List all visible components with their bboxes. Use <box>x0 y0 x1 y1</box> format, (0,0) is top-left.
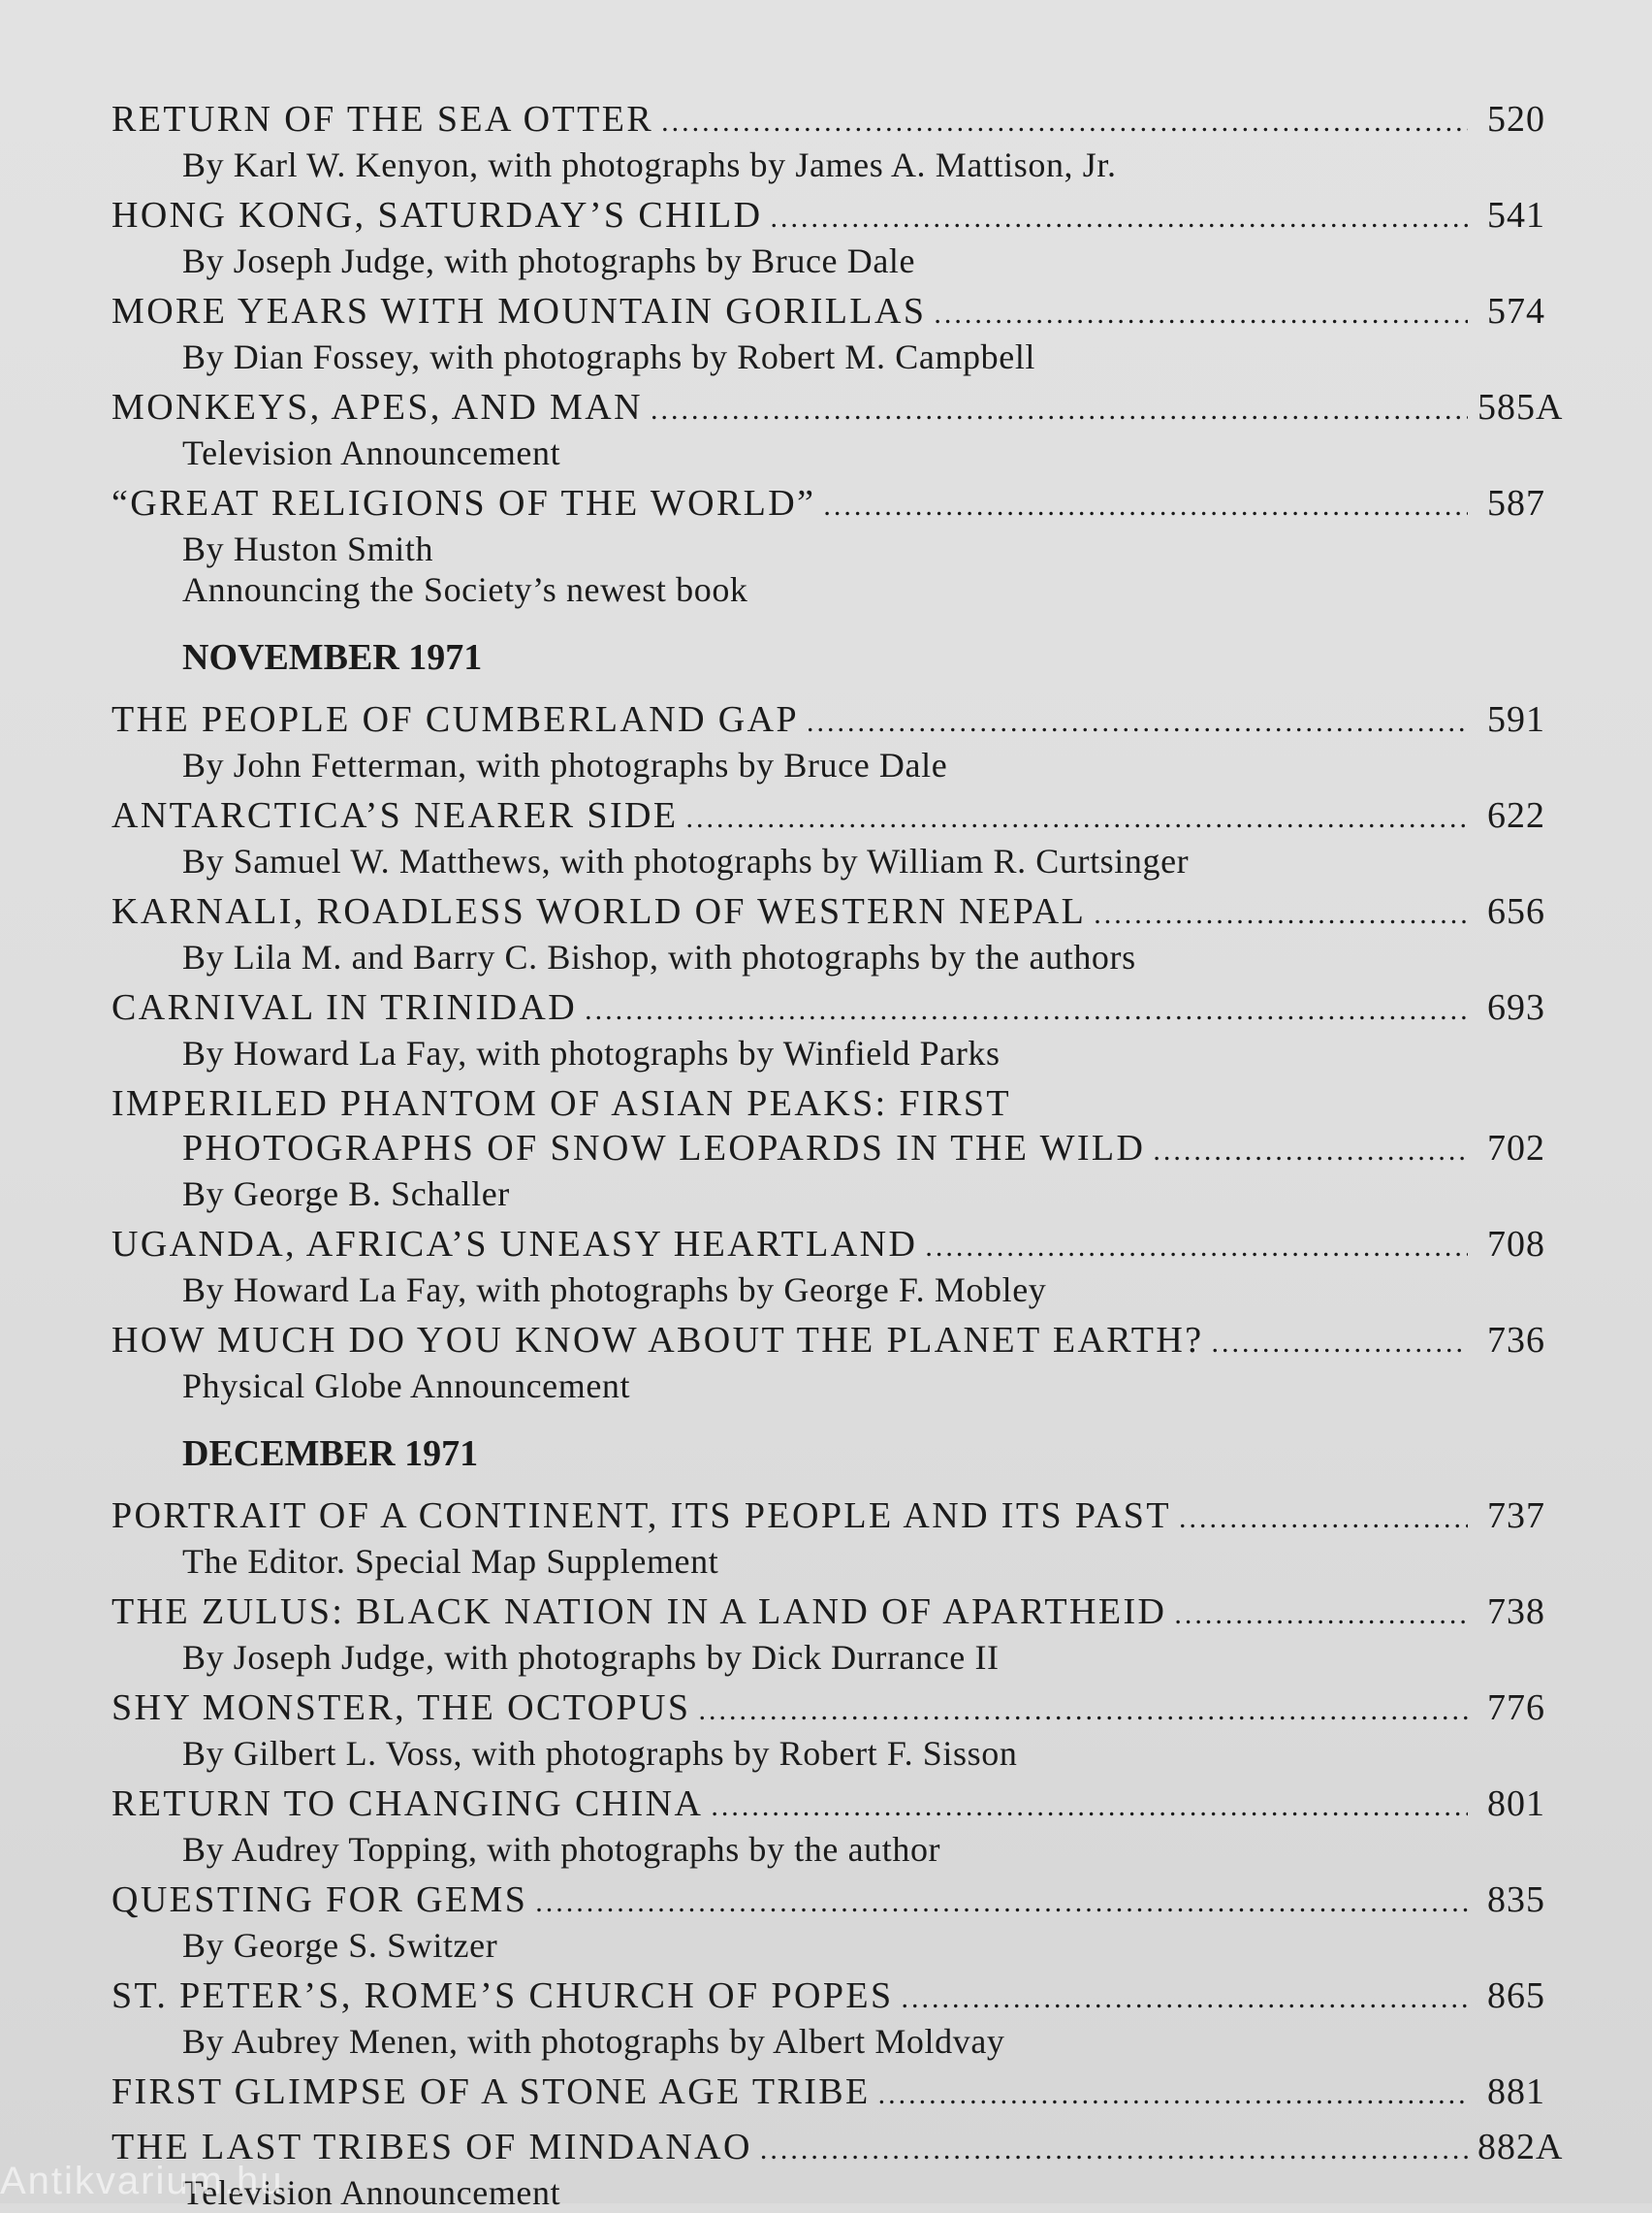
entry-byline: Television Announcement <box>182 2173 561 2212</box>
entry-title: UGANDA, AFRICA’S UNEASY HEARTLAND <box>111 1224 918 1265</box>
entry-title: FIRST GLIMPSE OF A STONE AGE TRIBE <box>111 2071 871 2112</box>
page-number: 737 <box>1487 1495 1545 1536</box>
dot-leader <box>807 700 1468 745</box>
dot-leader <box>925 1225 1468 1269</box>
page-number: 702 <box>1487 1128 1545 1169</box>
dot-leader <box>934 292 1468 337</box>
page-number: 656 <box>1487 891 1545 932</box>
page-number: 835 <box>1487 1879 1545 1920</box>
toc-section <box>111 635 1545 1406</box>
entry-byline: By Joseph Judge, with photographs by Dick Durrance II <box>182 1638 1000 1677</box>
entry-byline: Physical Globe Announcement <box>182 1366 631 1405</box>
entry-byline: By Huston Smith <box>182 529 434 568</box>
dot-leader <box>823 484 1468 529</box>
entry-title: THE ZULUS: BLACK NATION IN A LAND OF APARTHEID <box>111 1591 1167 1632</box>
dot-leader <box>535 1880 1468 1925</box>
entry-title-line <box>111 1973 1545 2021</box>
entry-title-line <box>111 1222 1545 1269</box>
entry-title: RETURN OF THE SEA OTTER <box>111 99 654 140</box>
page-number: 865 <box>1487 1975 1545 2016</box>
toc-entry <box>111 289 1545 377</box>
entry-byline: By George B. Schaller <box>182 1174 510 1213</box>
entry-title-line <box>111 1781 1545 1829</box>
entry-title: IMPERILED PHANTOM OF ASIAN PEAKS: FIRST <box>111 1083 1011 1124</box>
entry-title-line <box>111 793 1545 841</box>
dot-leader <box>770 196 1468 241</box>
page-number: 622 <box>1487 795 1545 836</box>
toc-entry <box>111 697 1545 786</box>
page-number: 574 <box>1487 291 1545 332</box>
entry-byline: Television Announcement <box>182 433 561 472</box>
entry-title-line <box>111 889 1545 937</box>
toc-entry <box>111 985 1545 1074</box>
entry-title-line <box>111 481 1545 529</box>
toc-entry <box>111 1318 1545 1406</box>
entry-byline: By Aubrey Menen, with photographs by Albert Moldvay <box>182 2022 1005 2061</box>
entry-title-line <box>111 193 1545 241</box>
page-number: 708 <box>1487 1224 1545 1265</box>
page-number: 738 <box>1487 1591 1545 1632</box>
dot-leader <box>1153 1129 1468 1173</box>
entry-title-line <box>111 289 1545 337</box>
dot-leader <box>878 2072 1468 2117</box>
toc-section <box>111 97 1564 610</box>
entry-title: ANTARCTICA’S NEARER SIDE <box>111 795 679 836</box>
section-heading: NOVEMBER 1971 <box>182 637 483 678</box>
toc-entry <box>111 889 1545 978</box>
page-number: 736 <box>1487 1320 1545 1361</box>
entry-title-line <box>111 1589 1545 1637</box>
entry-title: KARNALI, ROADLESS WORLD OF WESTERN NEPAL <box>111 891 1087 932</box>
dot-leader <box>661 100 1468 144</box>
dot-leader <box>1094 892 1468 937</box>
entry-byline: By John Fetterman, with photographs by Bruce Dale <box>182 746 948 785</box>
toc-entry <box>111 1781 1545 1870</box>
entry-title: PHOTOGRAPHS OF SNOW LEOPARDS IN THE WILD <box>182 1128 1146 1169</box>
entry-title-line <box>111 97 1545 144</box>
page-number: 776 <box>1487 1687 1545 1728</box>
entry-title: THE PEOPLE OF CUMBERLAND GAP <box>111 699 800 740</box>
toc-entry <box>111 193 1545 281</box>
entry-title-line <box>111 1126 1545 1173</box>
entry-byline: Announcing the Society’s newest book <box>182 570 748 609</box>
toc-entry <box>111 1493 1545 1582</box>
entry-byline: By Karl W. Kenyon, with photographs by James A. Mattison, Jr. <box>182 145 1117 184</box>
entry-title: “GREAT RELIGIONS OF THE WORLD” <box>111 483 816 524</box>
entry-title-line <box>111 385 1564 433</box>
toc-entry <box>111 97 1545 185</box>
page-number: 882A <box>1477 2127 1564 2167</box>
entry-title: THE LAST TRIBES OF MINDANAO <box>111 2127 752 2167</box>
entry-title: SHY MONSTER, THE OCTOPUS <box>111 1687 691 1728</box>
entry-title-line <box>111 2125 1564 2172</box>
dot-leader <box>685 796 1468 841</box>
table-of-contents <box>111 97 1564 2213</box>
toc-entry <box>111 1589 1545 1678</box>
page-number: 801 <box>1487 1783 1545 1824</box>
toc-entry <box>111 385 1564 473</box>
entry-title: ST. PETER’S, ROME’S CHURCH OF POPES <box>111 1975 894 2016</box>
entry-byline: By Gilbert L. Voss, with photographs by Robert F. Sisson <box>182 1734 1018 1773</box>
entry-title-line <box>111 1318 1545 1365</box>
dot-leader <box>1174 1592 1468 1637</box>
page-number: 693 <box>1487 987 1545 1028</box>
entry-byline: By Dian Fossey, with photographs by Robert M. Campbell <box>182 337 1036 376</box>
dot-leader <box>1211 1321 1468 1365</box>
dot-leader <box>711 1784 1468 1829</box>
entry-title: RETURN TO CHANGING CHINA <box>111 1783 704 1824</box>
page-number: 541 <box>1487 195 1545 236</box>
entry-title: CARNIVAL IN TRINIDAD <box>111 987 578 1028</box>
entry-title: QUESTING FOR GEMS <box>111 1879 528 1920</box>
entry-byline: By Howard La Fay, with photographs by George F. Mobley <box>182 1270 1047 1309</box>
entry-title-line <box>111 1081 1545 1126</box>
entry-title-line <box>111 1493 1545 1541</box>
entry-title: MONKEYS, APES, AND MAN <box>111 387 643 428</box>
entry-title-line <box>111 2069 1545 2117</box>
entry-byline: By Audrey Topping, with photographs by the author <box>182 1830 941 1869</box>
dot-leader <box>760 2128 1468 2172</box>
entry-title-line <box>111 697 1545 745</box>
dot-leader <box>902 1976 1468 2021</box>
entry-byline: By Samuel W. Matthews, with photographs by William R. Curtsinger <box>182 842 1190 881</box>
entry-title-line <box>111 1685 1545 1733</box>
toc-entry <box>111 793 1545 882</box>
toc-entry <box>111 1973 1545 2062</box>
toc-entry <box>111 1685 1545 1774</box>
entry-title-line <box>111 985 1545 1033</box>
entry-title: MORE YEARS WITH MOUNTAIN GORILLAS <box>111 291 927 332</box>
entry-title: PORTRAIT OF A CONTINENT, ITS PEOPLE AND ITS PAST <box>111 1495 1171 1536</box>
page-number: 520 <box>1487 99 1545 140</box>
toc-entry <box>111 2069 1545 2117</box>
dot-leader <box>1179 1496 1468 1541</box>
dot-leader <box>651 388 1468 433</box>
toc-entry <box>111 481 1545 610</box>
section-heading: DECEMBER 1971 <box>182 1433 479 1474</box>
entry-title-line <box>111 1877 1545 1925</box>
entry-byline: By Howard La Fay, with photographs by Winfield Parks <box>182 1034 1001 1073</box>
toc-entry <box>111 1222 1545 1310</box>
entry-title: HONG KONG, SATURDAY’S CHILD <box>111 195 763 236</box>
page-number: 585A <box>1477 387 1564 428</box>
page-number: 587 <box>1487 483 1545 524</box>
watermark: Antikvarium.hu <box>0 2160 284 2202</box>
dot-leader <box>585 988 1468 1033</box>
entry-byline: By Lila M. and Barry C. Bishop, with photographs by the authors <box>182 938 1136 977</box>
entry-byline: By Joseph Judge, with photographs by Bruce Dale <box>182 241 916 280</box>
toc-entry <box>111 1877 1545 1966</box>
toc-entry <box>111 2125 1564 2213</box>
entry-title: HOW MUCH DO YOU KNOW ABOUT THE PLANET EARTH? <box>111 1320 1204 1361</box>
dot-leader <box>698 1688 1468 1733</box>
entry-byline: By George S. Switzer <box>182 1926 498 1965</box>
entry-byline: The Editor. Special Map Supplement <box>182 1542 719 1581</box>
toc-section <box>111 1431 1564 2213</box>
page-number: 591 <box>1487 699 1545 740</box>
page-number: 881 <box>1487 2071 1545 2112</box>
toc-entry <box>111 1081 1545 1214</box>
